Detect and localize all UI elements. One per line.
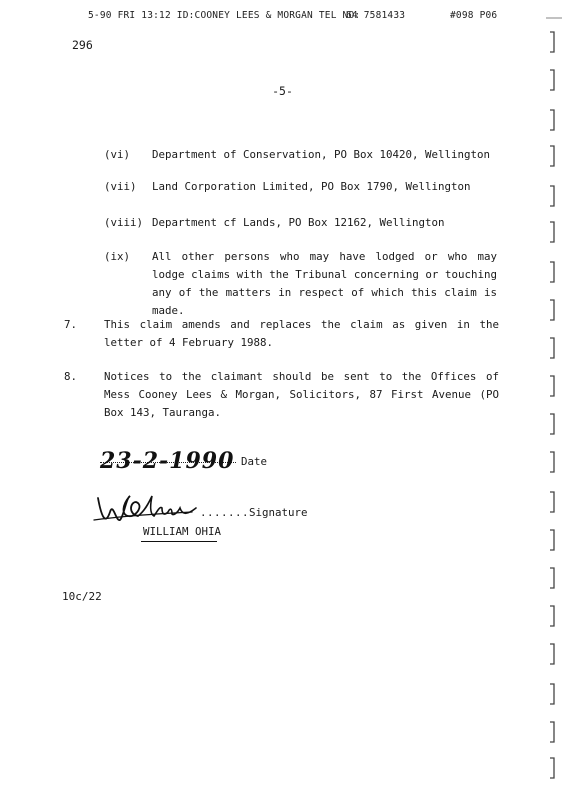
paragraph-text: This claim amends and replaces the claim as given in the letter of 4 February 1988. <box>104 318 499 349</box>
item-number: (ix) <box>104 250 131 263</box>
fax-edge-marks <box>540 0 565 800</box>
signature-label: Signature <box>249 506 308 519</box>
date-label: Date <box>241 455 268 468</box>
fax-header-phone: 64 7581433 <box>346 10 406 21</box>
page-number: 296 <box>72 38 93 52</box>
item-number: (vii) <box>104 180 137 193</box>
item-number: (vi) <box>104 148 131 161</box>
fax-header-sender: 5-90 FRI 13:12 ID:COONEY LEES & MORGAN TEL NO: <box>88 10 361 21</box>
paragraph-number: 8. <box>64 370 78 383</box>
item-text: Land Corporation Limited, PO Box 1790, Wellington <box>152 180 471 193</box>
item-text: All other persons who may have lodged or who may lodge claims with the Tribunal concerning or touching any of the matters in respect of which this claim is made. <box>152 250 497 317</box>
fax-header-page: #098 P06 <box>450 10 498 21</box>
paragraph-number: 7. <box>64 318 78 331</box>
item-number: (viii) <box>104 216 144 229</box>
signatory-name: WILLIAM OHIA <box>143 525 222 538</box>
fax-header <box>88 10 498 21</box>
handwritten-date: 23-2-1990 <box>100 448 235 474</box>
item-text: Department of Conservation, PO Box 10420, Wellington <box>152 148 491 161</box>
paragraph-text: Notices to the claimant should be sent to the Offices of Mess Cooney Lees & Morgan, Solicitors, 87 First Avenue (PO Box 143, Tauranga. <box>104 370 499 419</box>
signature-dotted-line: ....... <box>200 506 250 519</box>
section-marker: -5- <box>272 84 293 98</box>
name-underline <box>141 541 217 542</box>
item-text: Department cf Lands, PO Box 12162, Wellington <box>152 216 445 229</box>
document-reference: 10c/22 <box>62 590 102 603</box>
